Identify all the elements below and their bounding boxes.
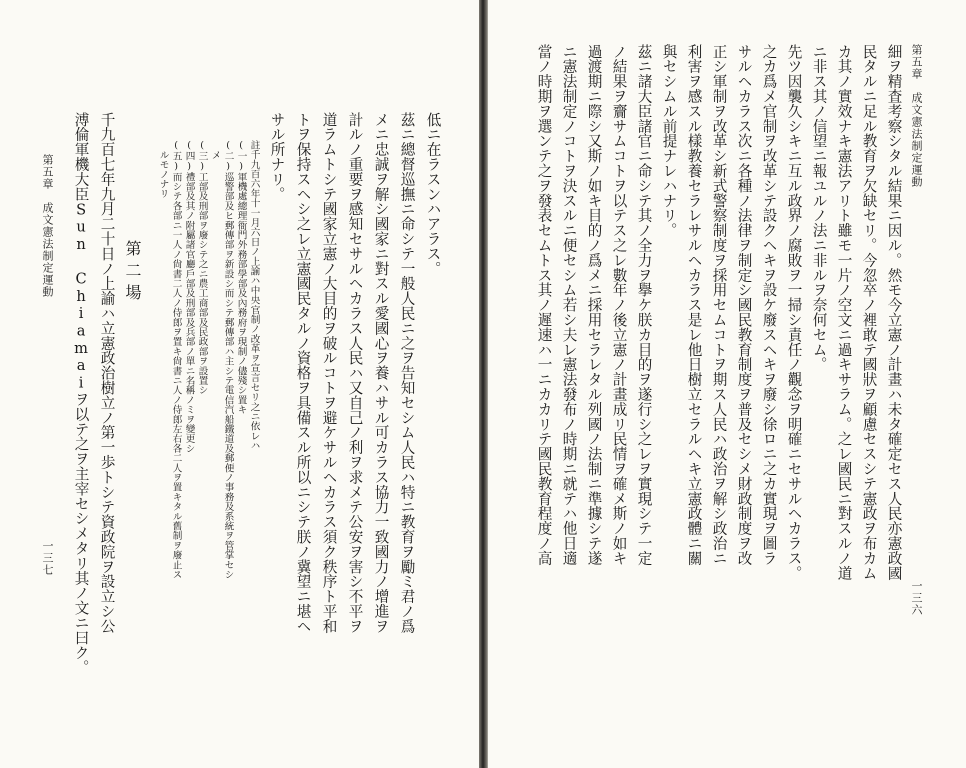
body-line: 正シ軍制ヲ改革シ新式警察制度ヲ採用セムコトヲ期ス人民ハ政治ヲ解シ政治ニ	[710, 44, 728, 566]
body-line: 計ルノ重要ヲ感知セサルヘカラス人民ハ又自己ノ利ヲ求メテ公安ヲ害シ不平ヲ	[346, 112, 364, 634]
body-line: 利害ヲ感スル樣教養セラレサルヘカラス是レ他日樹立セラルヘキ立憲政體ニ關	[685, 44, 703, 566]
note-line: (一)軍機處總理衙門外務部學部及內務府ヲ現制ノ儘殘シ置キ	[235, 140, 247, 415]
body-line: サルヘカラス次ニ各種ノ法律ヲ制定シ國民教育制度ヲ普及セシメ財政制度ヲ改	[735, 44, 753, 566]
note-line: メ	[209, 150, 221, 160]
right-page	[487, 0, 966, 768]
note-line: 註千九百六年十一月六日ノ上諭ハ中央官制ノ改革ヲ宣言セリ之ニ依レハ	[248, 140, 260, 451]
page-header: 第五章 成文憲法制定運動	[910, 44, 923, 188]
note-line: (二)巡警部及ヒ郵傳部ヲ新設シ而シテ郵傳部ハ主シテ電信汽船鐵道及郵便ノ事務及系統ヲ管掌セシ	[222, 140, 234, 580]
body-line: 茲ニ總督巡撫ニ命シテ一般人民ニ之ヲ告知セシム人民ハ特ニ教育ヲ勵ミ君ノ爲	[398, 112, 416, 634]
section-heading: 第二場	[123, 240, 142, 306]
body-line: トヲ保持スヘシ之レ立憲國民タルノ資格ヲ具備スル所以ニシテ朕ノ冀望ニ堪ヘ	[294, 112, 312, 634]
body-line: 與セシムル前提ナレハナリ。	[660, 44, 678, 238]
body-line: 茲ニ諸大臣諸官ニ命シテ其ノ全力ヲ擧ケ朕カ目的ヲ遂行シ之レヲ實現シテ一定	[635, 44, 653, 566]
body-line: 溥倫軍機大臣Sun Chiamaiヲ以テ之ヲ主宰セシメタリ其ノ文ニ曰ク。	[72, 112, 90, 675]
note-line: (五)而シテ各部ニ一人ノ尙書二人ノ侍郎ヲ置キ尙書ニ人ノ侍郎左右各二人ヲ置キタル舊制ヲ廢止ス	[170, 140, 182, 580]
body-line: 千九百七年九月二十日ノ上諭ハ立憲政治樹立ノ第一歩トシテ資政院ヲ設立シ公	[98, 112, 116, 634]
note-line: ルモノナリ	[157, 150, 169, 199]
body-line: ニ非ス其ノ信望ニ報ユルノ法ニ非ルヲ奈何セム。	[810, 44, 828, 372]
body-line: ニ憲法制定ノコトヲ決スルニ便セシム若シ夫レ憲法發布ノ時期ニ就テハ他日適	[560, 44, 578, 566]
page-number: 一三七	[41, 540, 54, 576]
body-line: 低ニ在ラスンハアラス。	[424, 112, 442, 276]
body-line: 先ツ因襲久シキニ互ル政界ノ腐敗ヲ一掃シ責任ノ觀念ヲ明確ニセサルヘカラス。	[785, 44, 803, 581]
body-line: 民タルニ足ル教育ヲ欠缺セリ。今忽卒ノ裡敢テ國狀ヲ顧慮セスシテ憲政ヲ布カム	[860, 44, 878, 581]
page-number: 一三六	[910, 580, 923, 616]
book-gutter	[479, 0, 487, 768]
note-line: (三)工部及刑部ヲ廢シテ之ニ農工商部及民政部ヲ設置シ	[196, 140, 208, 395]
body-line: 道ラムトシテ國家立憲ノ大目的ヲ破ルコトヲ避ケサルヘカラス須ク秩序ト平和	[320, 112, 338, 634]
body-line: 過渡期ニ際シ又斯ノ如キ目的ノ爲メニ採用セラレタル列國ノ法制ニ準據シテ遂	[585, 44, 603, 566]
body-line: メニ忠誠ヲ解シ國家ニ對スル愛國心ヲ養ハサル可カラス協力一致國力ノ增進ヲ	[372, 112, 390, 634]
body-line: ノ結果ヲ齎サムコトヲ以テス之レ數年ノ後立憲ノ計畫成リ民情ヲ確メ斯ノ如キ	[610, 44, 628, 566]
body-line: カ其ノ實效ナキ憲法アリト雖モ一片ノ空文ニ過キサラム。之レ國民ニ對スルノ道	[835, 44, 853, 581]
body-line: サル所ナリ。	[268, 112, 286, 202]
body-line: 當ノ時期ヲ選ンテ之ヲ發表セムトス其ノ遲速ハ一ニカカリテ國民教育程度ノ高	[535, 44, 553, 566]
left-page	[0, 0, 480, 768]
note-line: (四)禮部及其ノ附屬諸官廳戶部及刑部及兵部ノ單ニ名稱ノミヲ變更シ	[183, 140, 195, 454]
body-line: 之カ爲メ官制ヲ改革シテ設クヘキヲ設ケ廢スヘキヲ廢シ徐ロニ之カ實現ヲ圖ラ	[760, 44, 778, 566]
body-line: 細ヲ精査考察シタル結果ニ因ル。然モ今立憲ノ計畫ハ未タ確定セス人民亦憲政國	[885, 44, 903, 581]
page-header: 第五章 成文憲法制定運動	[41, 154, 54, 298]
